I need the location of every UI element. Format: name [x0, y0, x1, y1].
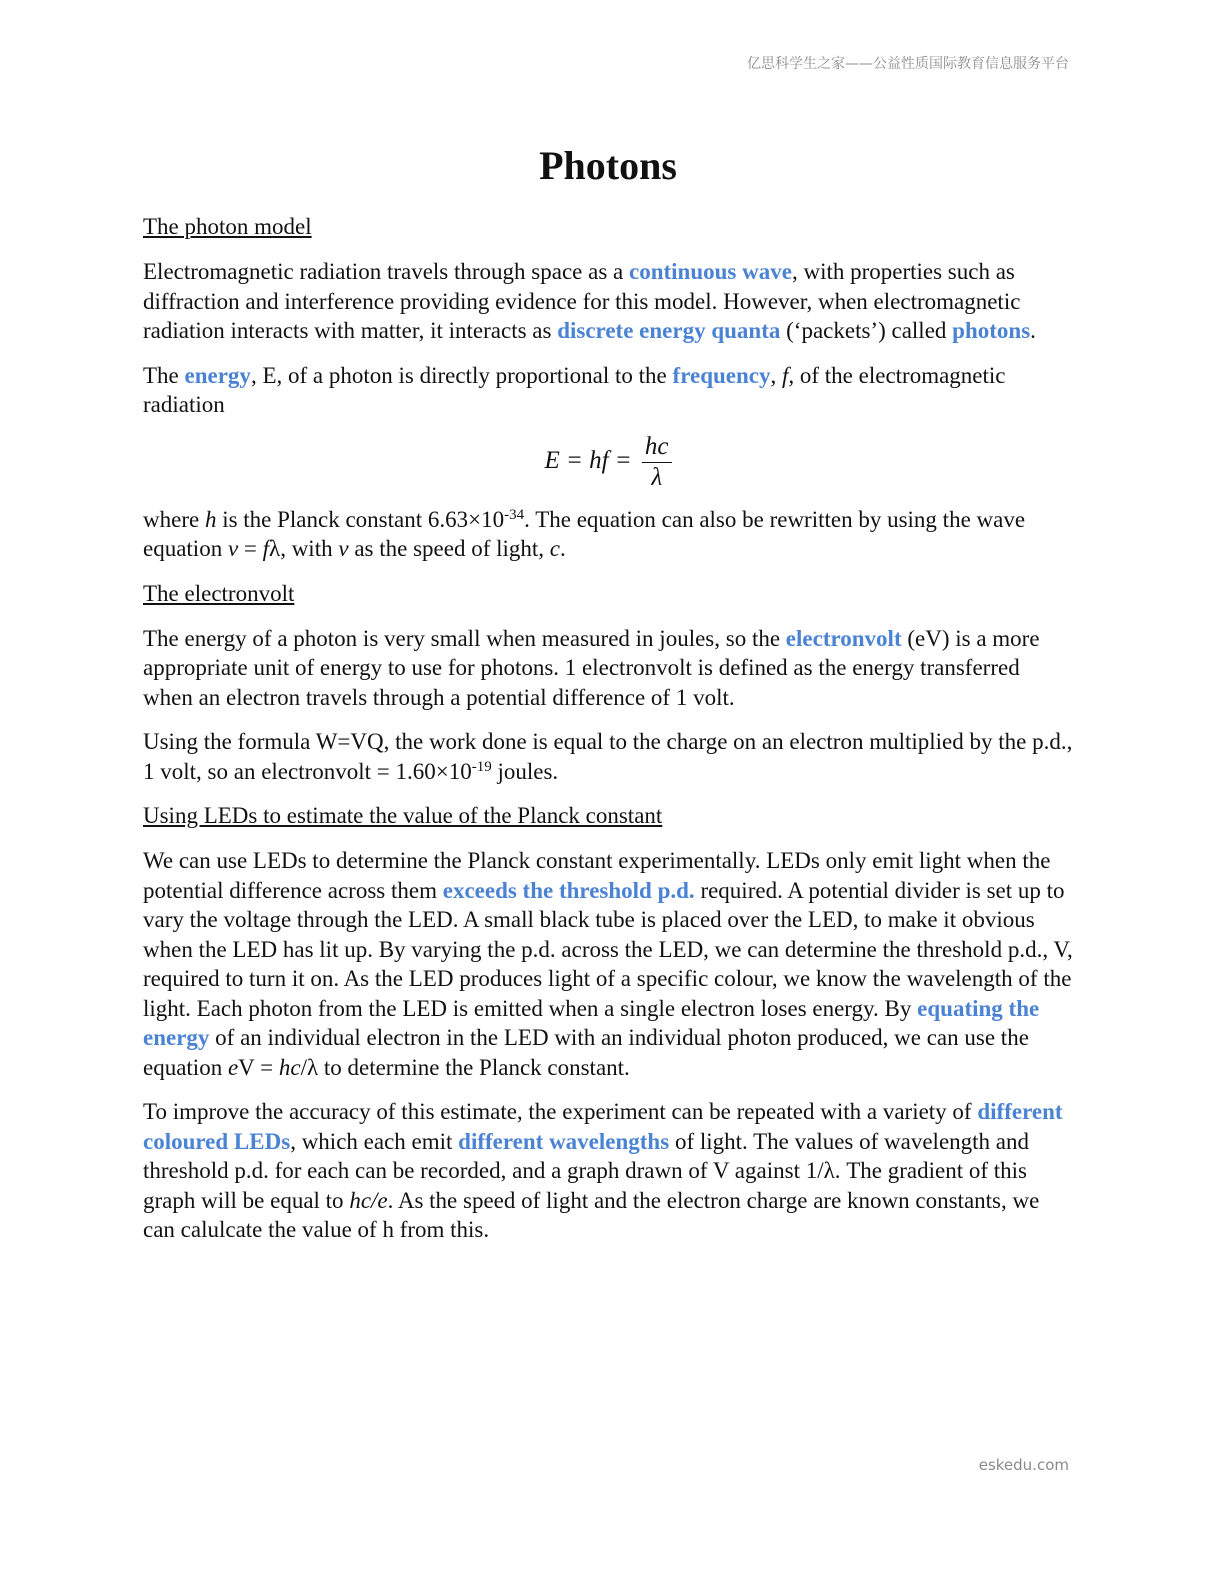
- energy-formula: [143, 432, 1073, 493]
- highlight-term: frequency: [672, 362, 771, 388]
- highlight-term: equating the energy: [143, 995, 1040, 1050]
- highlight-term: photons: [952, 318, 1031, 343]
- paragraph-electronvolt: The energy of a photon is very small when measured in joules, so the electronvolt (eV) is a more appropriate unit of energy to use for photons. 1 electronvolt is defined as the energy transferred when an electron travels through a potential difference of 1 volt.: [143, 625, 1040, 710]
- highlight-term: electronvolt: [785, 625, 902, 651]
- document-body: [143, 138, 1073, 1260]
- paragraph-photon-energy: The energy, E, of a photon is directly proportional to the frequency, f, of the electromagnetic radiation: [143, 362, 1006, 417]
- paragraph-led-experiment: We can use LEDs to determine the Planck constant experimentally. LEDs only emit light when the potential difference across them exceeds the threshold p.d. required. A potential divider is set up to vary the voltage through the LED. A small black tube is placed over the LED, to make it obvious when the LED has lit up. By varying the p.d. across the LED, we can determine the threshold p.d., V, required to turn it on. As the LED produces light of a specific colour, we know the wavelength of the light. Each photon from the LED is emitted when a single electron loses energy. By equating the energy of an individual electron in the LED with an individual photon produced, we can use the equation eV = hc/λ to determine the Planck constant.: [143, 848, 1073, 1080]
- paragraph-accuracy: To improve the accuracy of this estimate, the experiment can be repeated with a variety of different coloured LEDs, which each emit different wavelengths of light. The values of wavelength and threshold p.d. for each can be recorded, and a graph drawn of V against 1/λ. The gradient of this graph will be equal to hc/e. As the speed of light and the electron charge are known constants, we can calulcate the value of h from this.: [143, 1099, 1063, 1242]
- page-header: 亿思科学生之家——公益性质国际教育信息服务平台: [747, 56, 1069, 72]
- highlight-term: exceeds the threshold p.d.: [442, 877, 695, 903]
- paragraph-photon-model: Electromagnetic radiation travels through space as a continuous wave, with properties such as diffraction and interference providing evidence for this model. However, when electromagnetic radiation interacts with matter, it interacts as discrete energy quanta (‘packets’) called photons.: [143, 259, 1036, 343]
- formula-denominator: λ: [651, 463, 663, 491]
- paragraph-electronvolt-value: Using the formula W=VQ, the work done is equal to the charge on an electron multiplied by the p.d., 1 volt, so an electronvolt = $1.60\times 10^{-19}$ joules.: [143, 729, 1073, 784]
- highlight-term: energy: [184, 362, 251, 388]
- formula-fraction: [642, 432, 672, 493]
- page-title: Photons: [539, 143, 677, 188]
- section-heading-photon-model: The photon model: [143, 214, 312, 239]
- highlight-term: discrete energy quanta: [557, 318, 781, 343]
- highlight-term: different wavelengths: [458, 1128, 670, 1154]
- section-heading-electronvolt: The electronvolt: [143, 580, 295, 606]
- formula-numerator: hc: [642, 432, 672, 463]
- page-footer: eskedu.com: [978, 1456, 1069, 1474]
- highlight-term: continuous wave: [629, 259, 792, 284]
- formula-lhs: E = hf =: [544, 446, 632, 474]
- paragraph-planck-constant: where h is the Planck constant $6.63\times 10^{-34}$. The equation can also be rewritten by using the wave equation v = fλ, with v as the speed of light, c.: [143, 506, 1026, 561]
- highlight-term: different coloured LEDs: [143, 1099, 1063, 1154]
- section-heading-leds: Using LEDs to estimate the value of the Planck constant: [143, 803, 663, 828]
